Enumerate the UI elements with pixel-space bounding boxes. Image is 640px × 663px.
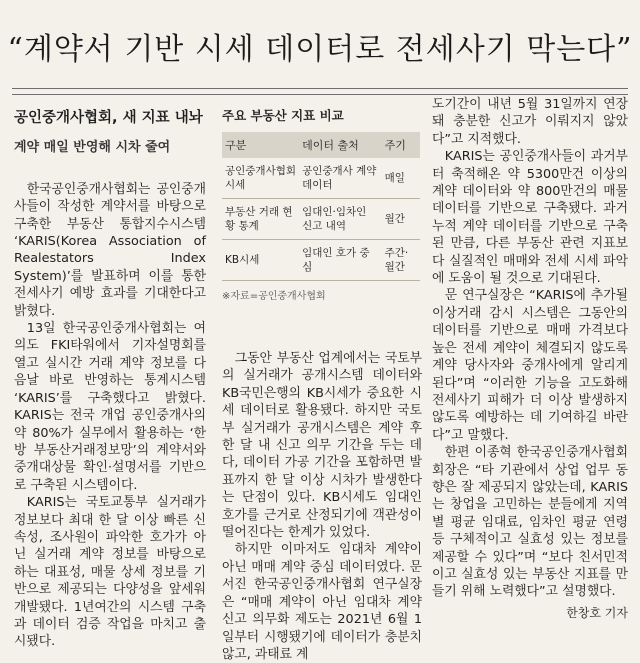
table-cell: 공인중개사협회 시세 — [222, 158, 299, 199]
table-header: 주기 — [382, 132, 420, 158]
table-row — [222, 199, 420, 240]
table-header-row — [222, 132, 420, 158]
comparison-table — [222, 132, 420, 281]
table-title: 주요 부동산 지표 비교 — [222, 108, 344, 123]
subhead-1: 공인중개사협회, 새 지표 내놔 — [14, 110, 203, 126]
divider — [12, 88, 628, 89]
paragraph: 그동안 부동산 업계에서는 국토부의 실거래가 공개시스템 데이터와 KB국민은행의 KB시세가 중요한 시세 데이터로 활용됐다. 하지만 국토부 실거래가 공개시스템은 계약 후 한 달 내 신고 의무 기간을 두는 데다, 데이터 가공 기간을 포함하면 발표까지 한 달 이상 시차가 발생한다는 단점이 있다. KB시세도 임대인 호가를 근거로 산정되기에 객관성이 떨어진다는 한계가 있었다. — [222, 351, 422, 541]
paragraph: 13일 한국공인중개사협회는 여의도 FKI타워에서 기자설명회를 열고 실시간 거래 계약 정보를 다음날 바로 반영하는 통계시스템 ‘KARIS’를 구축했다고 밝혔다. KARIS는 전국 개업 공인중개사의 약 80%가 실무에서 활용하는 ‘한방 부동산거래정보망’의 계약서와 중개대상물 확인·설명서를 기반으로 구축된 시스템이다. — [14, 321, 206, 493]
table-row — [222, 240, 420, 281]
table-cell: 월간 — [382, 199, 420, 240]
table-cell: 주간·월간 — [382, 240, 420, 281]
headline: “계약서 기반 시세 데이터로 전세사기 막는다” — [7, 32, 633, 67]
table-cell: 임대인 호가 중심 — [299, 240, 382, 281]
paragraph: 도기간이 내년 5월 31일까지 연장돼 충분한 신고가 이뤄지지 않았다”고 지적했다. — [432, 97, 628, 147]
source-note: ※자료=공인중개사협회 — [222, 291, 326, 302]
table-header: 데이터 출처 — [299, 132, 382, 158]
column-2 — [222, 350, 422, 663]
paragraph: 문 연구실장은 “KARIS에 추가될 이상거래 감시 시스템은 그동안의 데이터를 기반으로 매매 가격보다 높은 전세 계약이 체결되지 않도록 계약 당사자와 중개사에게 알리게 된다”며 “이러한 기능을 고도화해 전세사기 피해가 더 이상 발생하지 않도록 예방하는 데 기여하길 바란다”고 말했다. — [432, 288, 628, 443]
paragraph: 한국공인중개사협회는 공인중개사들이 작성한 계약서를 바탕으로 구축한 부동산 통합지수시스템 ‘KARIS(Korea Association of Realestators Index System)’를 발표하며 이를 통한 전세사기 예방 효과를 기대한다고 밝혔다. — [14, 181, 206, 319]
table-cell: 매일 — [382, 158, 420, 199]
table-row — [222, 158, 420, 199]
column-3 — [432, 96, 628, 622]
paragraph: KARIS는 공인중개사들이 과거부터 축적해온 약 5300만건 이상의 계약 데이터와 약 800만건의 매물 데이터를 기반으로 구축됐다. 과거 누적 계약 데이터를 기반으로 구축된 만큼, 다른 부동산 관련 지표보다 실질적인 매매와 전세 시세 파악에 도움이 될 것으로 기대된다. — [432, 149, 628, 287]
divider — [12, 94, 628, 95]
comparison-table-box — [222, 106, 420, 302]
paragraph: KARIS는 국토교통부 실거래가 정보보다 최대 한 달 이상 빠른 신속성, 조사원이 파악한 호가가 아닌 실거래 계약 정보를 바탕으로 하는 대표성, 매물 상세 정보를 기반으로 제공되는 다양성을 앞세워 개발됐다. 1년여간의 시스템 구축과 데이터 검증 작업을 마치고 출시됐다. — [14, 495, 206, 650]
table-cell: 공인중개사 계약 데이터 — [299, 158, 382, 199]
table-cell: KB시세 — [222, 240, 299, 281]
paragraph: 하지만 이마저도 임대차 계약이 아닌 매매 계약 중심 데이터였다. 문서진 한국공인중개사협회 연구실장은 “매매 계약이 아닌 임대차 계약 신고 의무화 제도는 2021년 6월 1일부터 시행됐기에 데이터가 충분치 않고, 과태료 계 — [222, 542, 422, 662]
table-header: 구분 — [222, 132, 299, 158]
column-1 — [14, 110, 206, 651]
paragraph: 한편 이종혁 한국공인중개사협회 회장은 “타 기관에서 상업 업무 동향은 잘 제공되지 않았는데, KARIS는 창업을 고민하는 분들에게 지역별 평균 임대료, 임차인 평균 연령 등 구체적이고 실효성 있는 정보를 제공할 수 있다”며 “보다 친서민적이고 실효성 있는 부동산 지표를 만들기 위해 노력했다”고 설명했다. — [432, 445, 628, 600]
byline: 한창호 기자 — [566, 605, 628, 620]
subhead-2: 계약 매일 반영해 시차 줄여 — [14, 140, 171, 156]
table-cell: 임대인·임차인 신고 내역 — [299, 199, 382, 240]
table-cell: 부동산 거래 현황 통계 — [222, 199, 299, 240]
